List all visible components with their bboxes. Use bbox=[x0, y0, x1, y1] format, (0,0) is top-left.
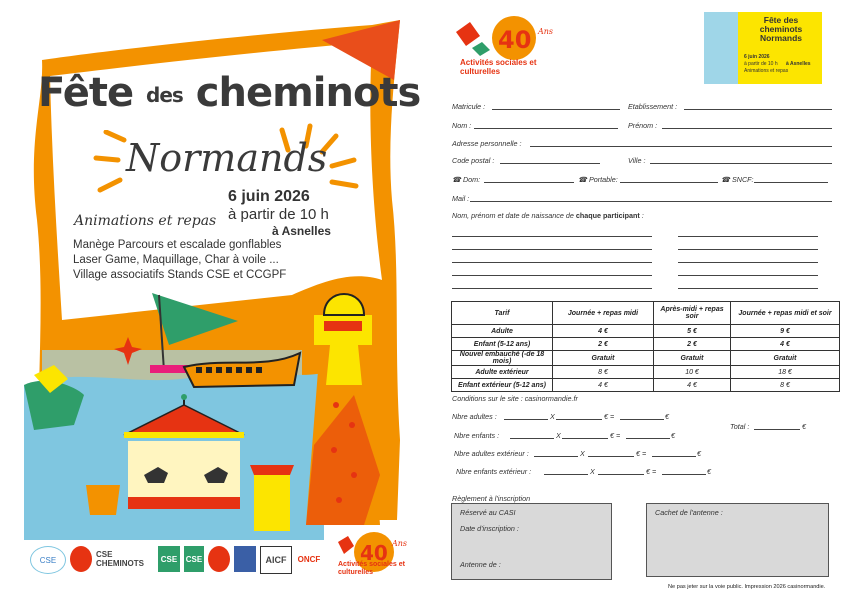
tarif-row bbox=[452, 351, 840, 366]
poster-title-normands: Normands bbox=[126, 136, 328, 180]
svg-text:Ans: Ans bbox=[538, 27, 554, 36]
phone-icon: ☎ bbox=[452, 175, 463, 184]
tarif-cell: Gratuit bbox=[731, 351, 840, 366]
reserve-label: Réservé au CASI bbox=[460, 508, 516, 517]
sparkle-icon bbox=[114, 337, 142, 365]
footer-note: Ne pas jeter sur la voie public. Impression 2026 casinormandie. bbox=[668, 584, 826, 590]
matricule-field[interactable] bbox=[492, 109, 620, 110]
thumbnail-time: à partir de 10 h bbox=[744, 61, 778, 67]
sponsor-logo-1: CSE bbox=[30, 546, 66, 574]
multiply-sign: X bbox=[590, 467, 595, 476]
poster-date: 6 juin 2026 bbox=[228, 188, 310, 205]
tarif-row bbox=[452, 379, 840, 392]
tarif-row bbox=[452, 338, 840, 351]
euro-sign: € bbox=[697, 449, 701, 458]
total-label: Total : bbox=[730, 422, 750, 431]
tarif-header-row bbox=[452, 302, 840, 325]
phone-icon: ☎ bbox=[578, 175, 589, 184]
tarif-row bbox=[452, 366, 840, 379]
sponsor-logo-4: CSE bbox=[158, 546, 180, 572]
mail-field[interactable] bbox=[470, 201, 832, 202]
ville-label: Ville : bbox=[628, 156, 646, 165]
adresse-field[interactable] bbox=[530, 146, 832, 147]
sponsor-logo-6 bbox=[208, 546, 230, 572]
subtotal-field[interactable] bbox=[620, 419, 664, 420]
poster-activity-3: Village associatifs Stands CSE et CCGPF bbox=[73, 269, 287, 281]
price-field[interactable] bbox=[562, 438, 608, 439]
poster-place: à Asnelles bbox=[272, 224, 331, 238]
participant-line[interactable] bbox=[678, 236, 818, 237]
equals-sign: € = bbox=[636, 449, 647, 458]
participant-line[interactable] bbox=[452, 275, 652, 276]
participant-line[interactable] bbox=[452, 262, 652, 263]
poster-thumbnail bbox=[704, 12, 822, 84]
poster-title-cheminots: cheminots bbox=[195, 70, 421, 116]
phone-portable-field[interactable] bbox=[620, 182, 718, 183]
tarif-cell: 4 € bbox=[553, 379, 654, 392]
poster-title-des: des bbox=[146, 83, 183, 107]
phone-dom-label: ☎ Dom: bbox=[452, 175, 481, 184]
euro-sign: € bbox=[707, 467, 711, 476]
thumbnail-place: à Asnelles bbox=[786, 61, 811, 67]
nbre-enfants-ext-label: Nbre enfants extérieur : bbox=[456, 467, 532, 476]
participant-line[interactable] bbox=[452, 236, 652, 237]
matricule-label: Matricule : bbox=[452, 102, 486, 111]
poster-title-line1 bbox=[38, 70, 420, 116]
multiply-sign: X bbox=[550, 412, 555, 421]
nbre-adultes-ext-field[interactable] bbox=[534, 456, 578, 457]
sponsor-logos bbox=[30, 546, 410, 576]
code-postal-field[interactable] bbox=[500, 163, 600, 164]
svg-text:Ans: Ans bbox=[392, 539, 408, 548]
conditions-text: Conditions sur le site : casinormandie.fr bbox=[452, 394, 578, 403]
tarif-cell: 4 € bbox=[654, 379, 731, 392]
equals-sign: € = bbox=[610, 431, 621, 440]
tarif-cell: 5 € bbox=[654, 325, 731, 338]
participant-line[interactable] bbox=[452, 288, 652, 289]
sponsor-logo-5: CSE bbox=[184, 546, 204, 572]
etablissement-field[interactable] bbox=[684, 109, 832, 110]
phone-portable-label: ☎ Portable: bbox=[578, 175, 618, 184]
tarif-cell: 4 € bbox=[731, 338, 840, 351]
tarif-header-cell: Journée + repas midi bbox=[553, 302, 654, 325]
poster-illustration bbox=[24, 275, 414, 540]
poster-activity-2: Laser Game, Maquillage, Char à voile ... bbox=[73, 254, 279, 266]
euro-sign: € bbox=[802, 422, 806, 431]
tarif-cell: Gratuit bbox=[553, 351, 654, 366]
participant-line[interactable] bbox=[678, 262, 818, 263]
phone-icon: ☎ bbox=[721, 175, 732, 184]
tarif-row-label: Adulte extérieur bbox=[452, 366, 553, 379]
prenom-field[interactable] bbox=[662, 128, 832, 129]
ville-field[interactable] bbox=[650, 163, 832, 164]
multiply-sign: X bbox=[580, 449, 585, 458]
participant-line[interactable] bbox=[678, 249, 818, 250]
tarif-row-label: Enfant extérieur (5-12 ans) bbox=[452, 379, 553, 392]
poster-logo-text: Activités sociales et culturelles bbox=[338, 561, 405, 576]
reglement-label: Règlement à l'inscription bbox=[452, 494, 531, 503]
tarif-row-label: Nouvel embauché (-de 18 mois) bbox=[452, 351, 553, 366]
price-field[interactable] bbox=[598, 474, 644, 475]
tarif-row-label: Adulte bbox=[452, 325, 553, 338]
euro-sign: € bbox=[665, 412, 669, 421]
equals-sign: € = bbox=[646, 467, 657, 476]
poster-animations-heading: Animations et repas bbox=[74, 213, 217, 229]
participant-line[interactable] bbox=[452, 249, 652, 250]
tarif-cell: 2 € bbox=[654, 338, 731, 351]
thumbnail-photo bbox=[704, 12, 738, 84]
total-field[interactable] bbox=[754, 429, 800, 430]
svg-text:40: 40 bbox=[360, 541, 388, 565]
tarif-row bbox=[452, 325, 840, 338]
euro-sign: € bbox=[671, 431, 675, 440]
tarif-header-cell: Journée + repas midi et soir bbox=[731, 302, 840, 325]
phone-dom-field[interactable] bbox=[484, 182, 574, 183]
tarif-cell: 18 € bbox=[731, 366, 840, 379]
nbre-enfants-label: Nbre enfants : bbox=[454, 431, 500, 440]
nbre-enfants-ext-field[interactable] bbox=[544, 474, 588, 475]
tarif-table bbox=[451, 301, 840, 392]
tarif-cell: 4 € bbox=[553, 325, 654, 338]
subtotal-field[interactable] bbox=[662, 474, 706, 475]
sponsor-logo-2 bbox=[70, 546, 92, 572]
sponsor-logo-8: AICF bbox=[260, 546, 292, 574]
poster-time: à partir de 10 h bbox=[228, 206, 329, 223]
poster-title-fete: Fête bbox=[38, 70, 134, 116]
prenom-label: Prénom : bbox=[628, 121, 658, 130]
reserve-casi-box bbox=[451, 503, 612, 580]
sponsor-logo-7 bbox=[234, 546, 256, 572]
sponsor-logo-9: ONCF bbox=[297, 554, 321, 564]
antenne-label: Antenne de : bbox=[460, 560, 501, 569]
nbre-adultes-ext-label: Nbre adultes extérieur : bbox=[454, 449, 529, 458]
tarif-cell: 2 € bbox=[553, 338, 654, 351]
price-field[interactable] bbox=[588, 456, 634, 457]
phone-sncf-label: ☎ SNCF: bbox=[721, 175, 754, 184]
subtotal-field[interactable] bbox=[652, 456, 696, 457]
cachet-box bbox=[646, 503, 829, 577]
cachet-label: Cachet de l'antenne : bbox=[655, 508, 723, 517]
nbre-enfants-field[interactable] bbox=[510, 438, 554, 439]
mail-label: Mail : bbox=[452, 194, 470, 203]
subtotal-field[interactable] bbox=[626, 438, 670, 439]
participant-line[interactable] bbox=[678, 288, 818, 289]
svg-text:40: 40 bbox=[498, 26, 532, 54]
tarif-cell: 9 € bbox=[731, 325, 840, 338]
nbre-adultes-field[interactable] bbox=[504, 419, 548, 420]
etablissement-label: Etablissement : bbox=[628, 102, 678, 111]
participant-line[interactable] bbox=[678, 275, 818, 276]
price-field[interactable] bbox=[556, 419, 602, 420]
nbre-adultes-label: Nbre adultes : bbox=[452, 412, 497, 421]
date-inscription-label: Date d'inscription : bbox=[460, 524, 519, 533]
adresse-label: Adresse personnelle : bbox=[452, 139, 522, 148]
thumbnail-date: 6 juin 2026 bbox=[744, 54, 770, 60]
participants-label: Nom, prénom et date de naissance de chaque participant : bbox=[452, 211, 644, 220]
sponsor-logo-3: CSE CHEMINOTS bbox=[96, 550, 144, 568]
tarif-header-cell: Tarif bbox=[452, 302, 553, 325]
tarif-cell: Gratuit bbox=[654, 351, 731, 366]
tarif-row-label: Enfant (5-12 ans) bbox=[452, 338, 553, 351]
code-postal-label: Code postal : bbox=[452, 156, 495, 165]
nom-label: Nom : bbox=[452, 121, 472, 130]
tarif-header-cell: Après-midi + repas soir bbox=[654, 302, 731, 325]
tarif-cell: 8 € bbox=[553, 366, 654, 379]
thumbnail-title: Fête des cheminots Normands bbox=[759, 15, 803, 43]
header-logo-text: Activités sociales et culturelles bbox=[460, 58, 537, 76]
tarif-cell: 10 € bbox=[654, 366, 731, 379]
sail-icon bbox=[152, 293, 238, 345]
tarif-cell: 8 € bbox=[731, 379, 840, 392]
phone-sncf-field[interactable] bbox=[754, 182, 828, 183]
nom-field[interactable] bbox=[474, 128, 618, 129]
thumbnail-animations: Animations et repas bbox=[744, 68, 789, 74]
multiply-sign: X bbox=[556, 431, 561, 440]
poster-activity-1: Manège Parcours et escalade gonflables bbox=[73, 239, 282, 251]
equals-sign: € = bbox=[604, 412, 615, 421]
